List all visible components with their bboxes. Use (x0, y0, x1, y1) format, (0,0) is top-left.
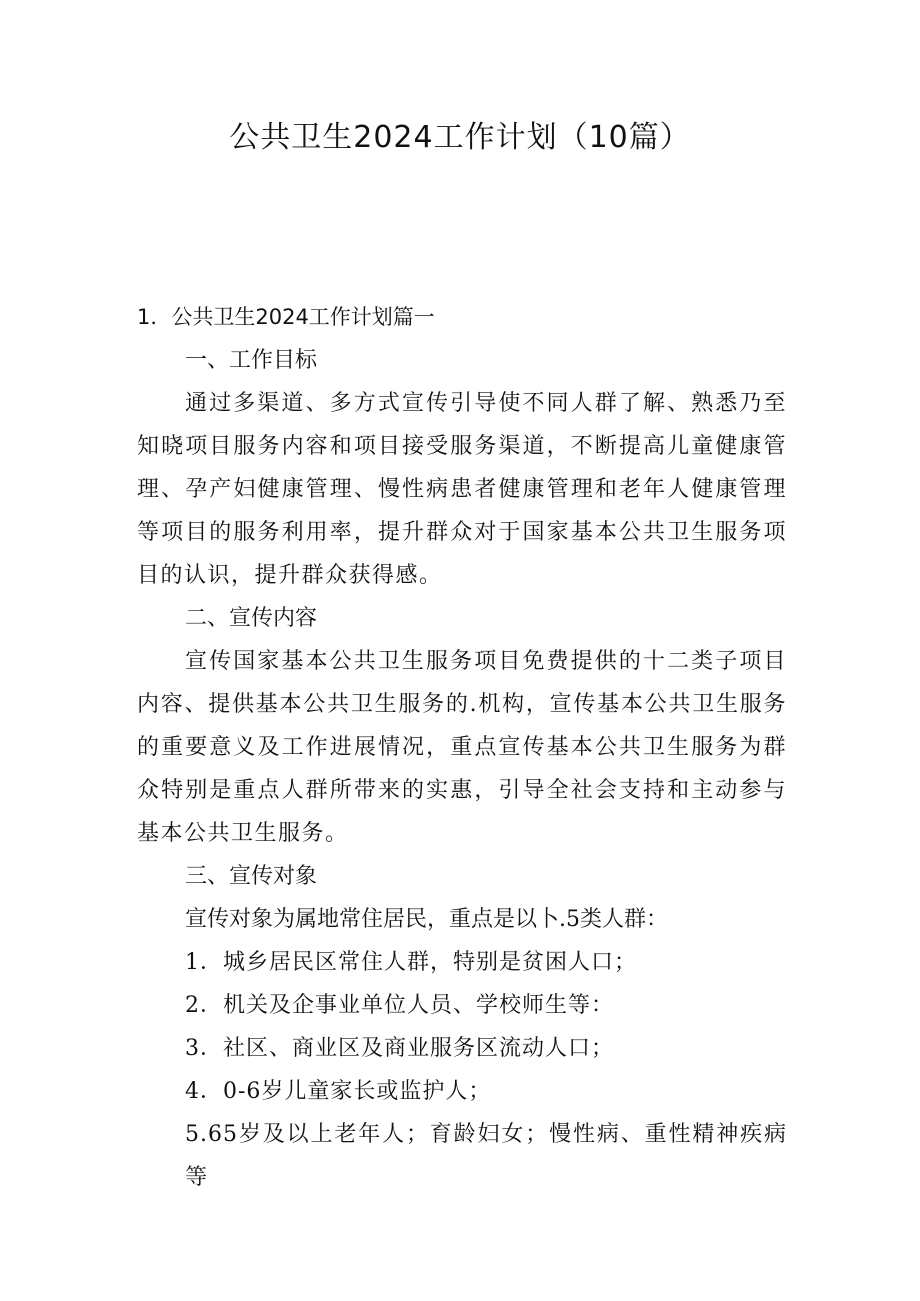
heading-publicity-targets: 三、宣传对象 (185, 864, 318, 889)
paragraph-work-goals: 通过多渠道、多方式宣传引导使不同人群了解、熟悉乃至知晓项目服务内容和项目接受服务渠道，不断提高儿童健康管理、孕产妇健康管理、慢性病患者健康管理和老年人健康管理等项目的服务利用率，提升群众对于国家基本公共卫生服务项目的认识，提升群众获得感。 (137, 391, 787, 588)
paragraph-publicity-targets: 宣传对象为属地常住居民，重点是以卜.5类人群： (185, 907, 668, 932)
list-item: 4．0-6岁儿童家长或监护人； (185, 1079, 492, 1104)
list-item: 5.65岁及以上老年人；育龄妇女；慢性病、重性精神疾病等 (185, 1122, 787, 1190)
heading-publicity-content: 二、宣传内容 (185, 606, 318, 631)
list-item: 2．机关及企事业单位人员、学校师生等： (185, 993, 614, 1018)
list-item: 3．社区、商业区及商业服务区流动人口； (185, 1036, 614, 1061)
document-body (137, 296, 787, 1199)
paragraph-publicity-content: 宣传国家基本公共卫生服务项目免费提供的十二类子项目内容、提供基本公共卫生服务的.机构，宣传基本公共卫生服务的重要意义及工作进展情况，重点宣传基本公共卫生服务为群众特别是重点人群所带来的实惠，引导全社会支持和主动参与基本公共卫生服务。 (137, 649, 787, 846)
document-title: 公共卫生2024工作计划（10篇） (229, 120, 691, 155)
list-item: 1．城乡居民区常住人群，特别是贫困人口； (185, 950, 637, 975)
section-title: 1．公共卫生2024工作计划篇一 (137, 305, 435, 329)
heading-work-goals: 一、工作目标 (185, 348, 318, 373)
